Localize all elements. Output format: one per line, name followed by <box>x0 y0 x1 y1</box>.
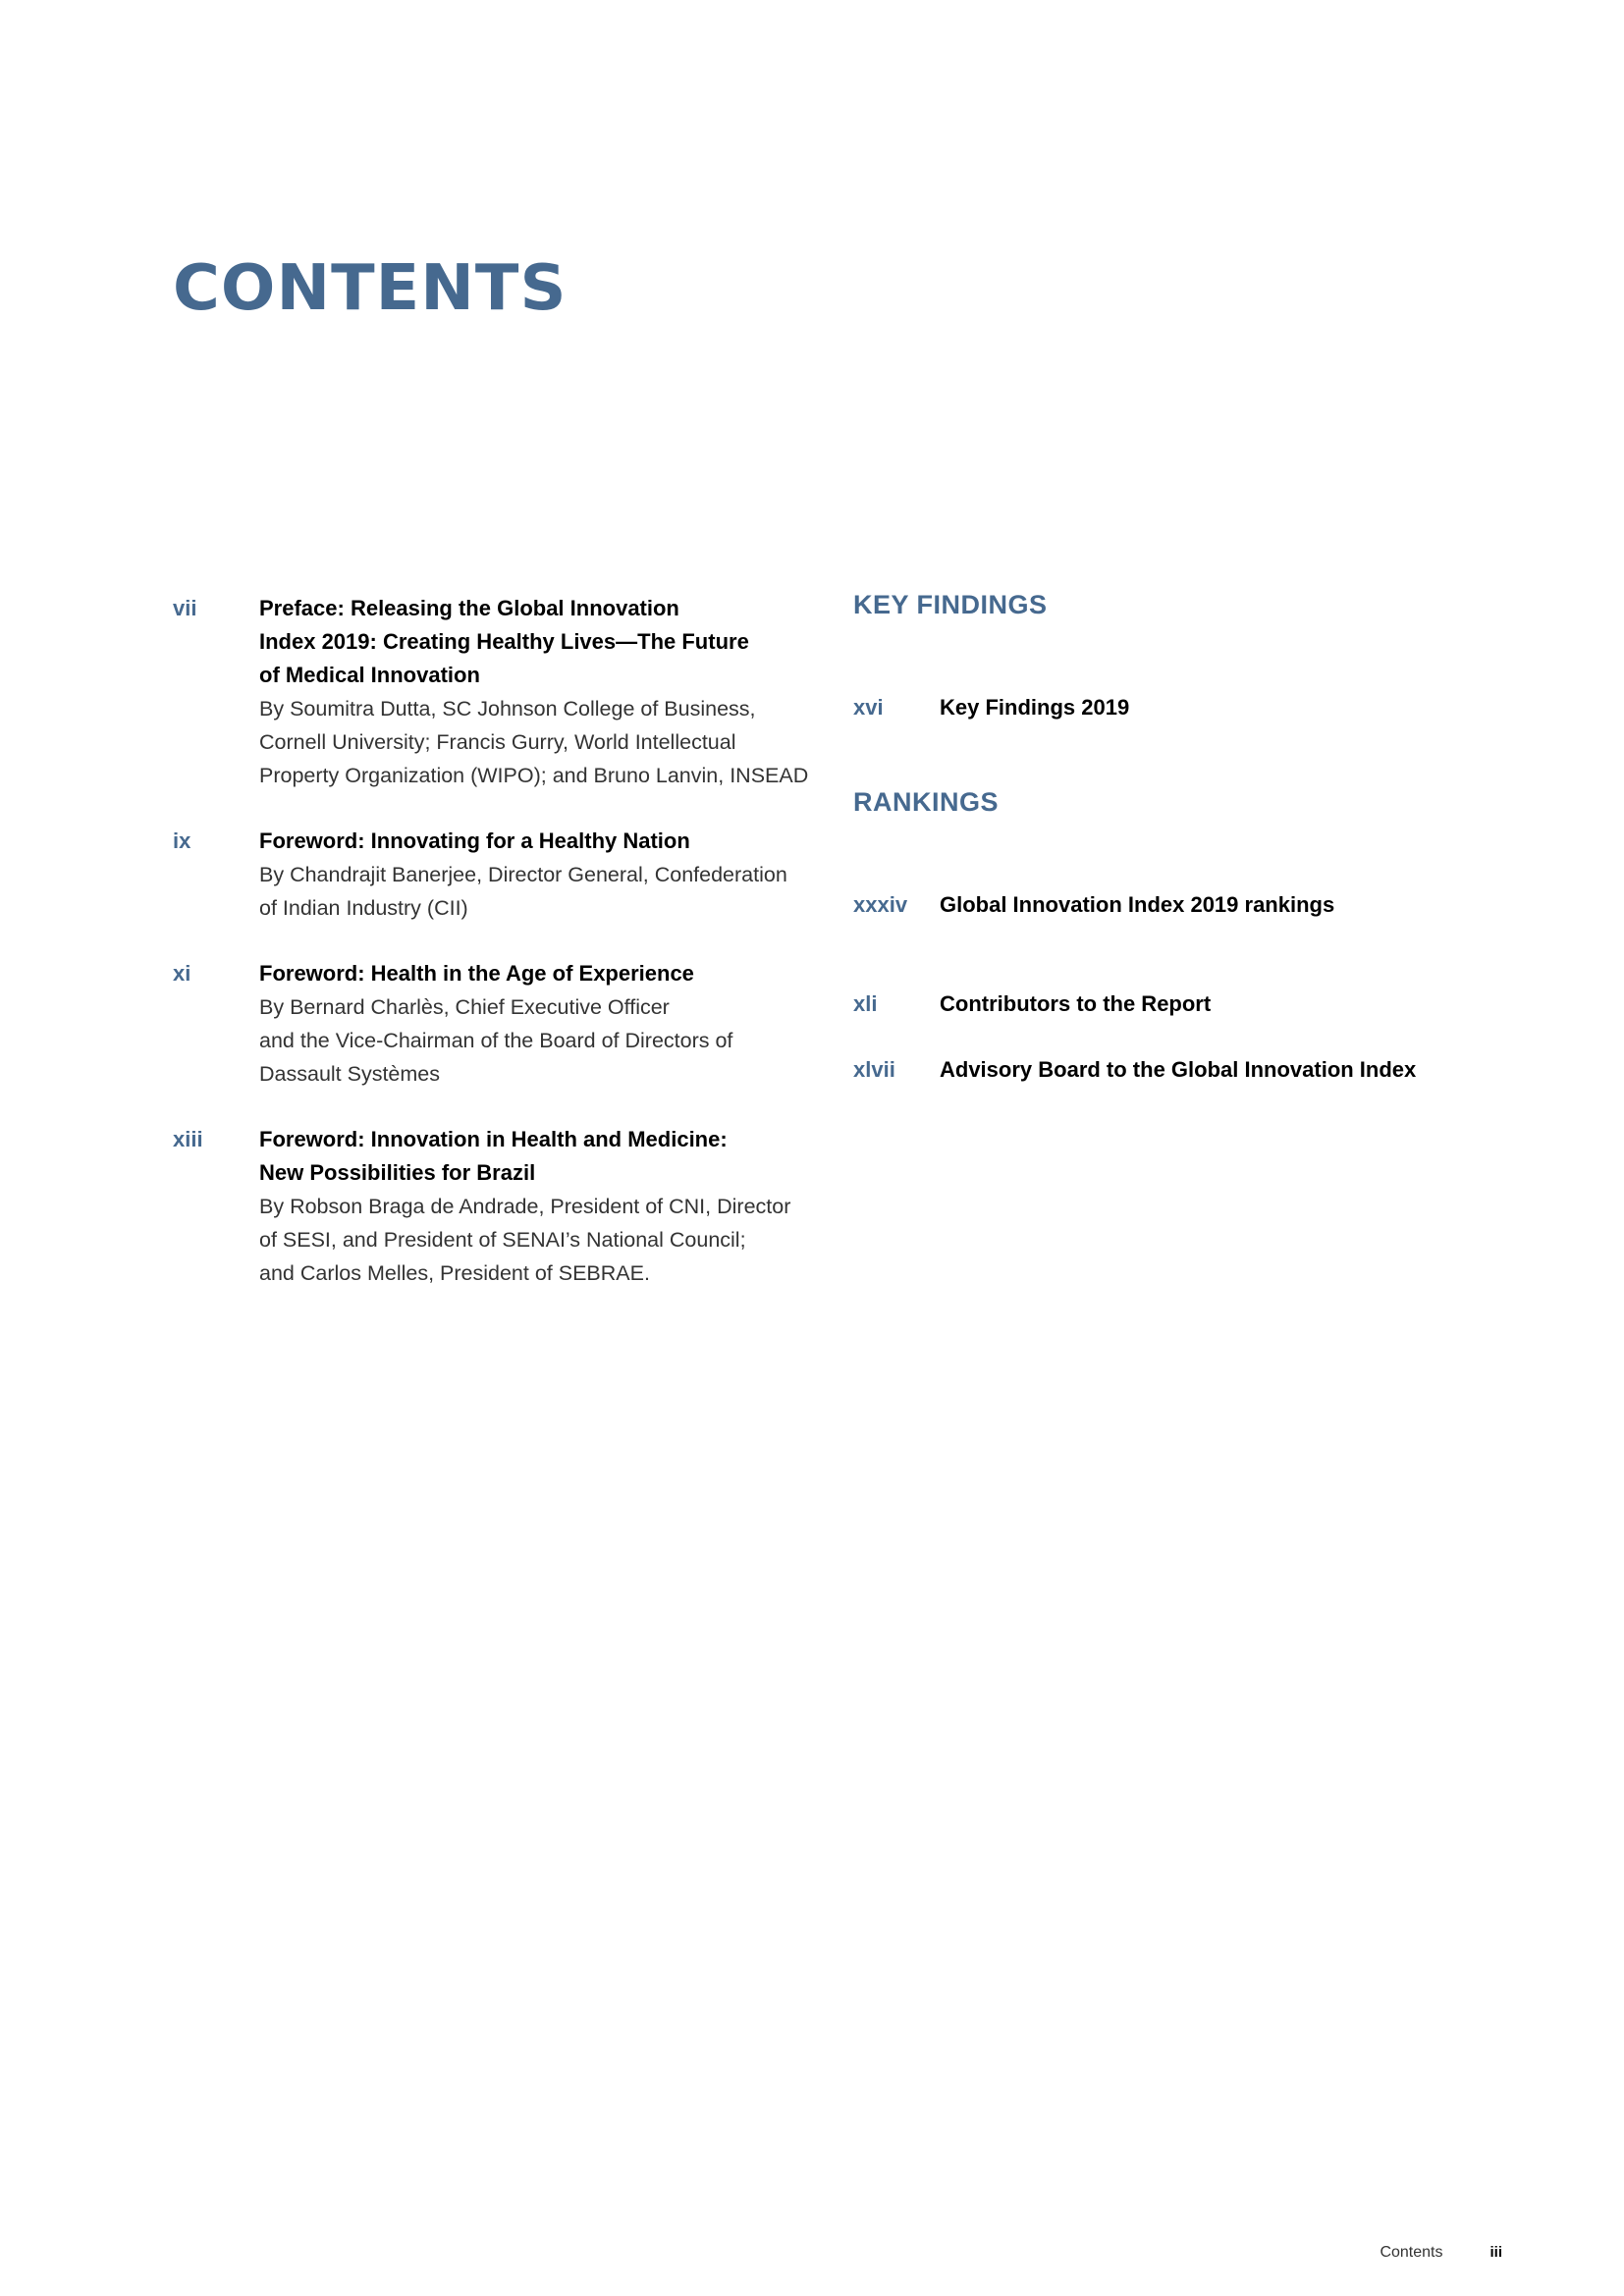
toc-page-number: xvi <box>853 695 884 720</box>
toc-entry-title: Foreword: Innovating for a Healthy Nation <box>259 828 690 853</box>
toc-entry-preface[interactable] <box>173 592 821 792</box>
toc-entry-title: Global Innovation Index 2019 rankings <box>940 892 1335 917</box>
toc-entry-title: of Medical Innovation <box>259 663 480 687</box>
toc-entry-byline: and Carlos Melles, President of SEBRAE. <box>259 1261 650 1285</box>
toc-entry-title: Foreword: Innovation in Health and Medicine: <box>259 1127 728 1151</box>
key-findings-heading: KEY FINDINGS <box>853 590 1048 619</box>
toc-entry-foreword-cii[interactable] <box>173 825 821 925</box>
toc-entry-rankings[interactable] <box>853 888 1541 922</box>
toc-entry-byline: By Chandrajit Banerjee, Director General, Confederation <box>259 863 787 886</box>
toc-page-number: ix <box>173 828 191 853</box>
toc-entry-byline: Property Organization (WIPO); and Bruno Lanvin, INSEAD <box>259 764 809 787</box>
contents-left-column <box>173 592 821 1290</box>
toc-entry-foreword-brazil[interactable] <box>173 1123 821 1290</box>
page-title: CONTENTS <box>173 252 568 325</box>
rankings-heading: RANKINGS <box>853 787 1000 817</box>
toc-entry-byline: Dassault Systèmes <box>259 1062 441 1086</box>
toc-entry-title: Advisory Board to the Global Innovation Index <box>940 1057 1417 1082</box>
toc-entry-body <box>259 1123 821 1290</box>
toc-entry-title: Key Findings 2019 <box>940 695 1130 720</box>
toc-entry-title: Foreword: Health in the Age of Experience <box>259 961 694 986</box>
footer-section-label: Contents <box>1380 2244 1443 2261</box>
toc-entry-advisory-board[interactable] <box>853 1053 1541 1087</box>
toc-entry-byline: of SESI, and President of SENAI’s National Council; <box>259 1228 746 1252</box>
toc-entry-byline: By Soumitra Dutta, SC Johnson College of Business, <box>259 697 756 721</box>
toc-page-number: vii <box>173 596 197 620</box>
toc-entry-byline: and the Vice-Chairman of the Board of Directors of <box>259 1029 733 1052</box>
toc-entry-byline: Cornell University; Francis Gurry, World Intellectual <box>259 730 736 754</box>
toc-entry-title: New Possibilities for Brazil <box>259 1160 536 1185</box>
toc-entry-foreword-dassault[interactable] <box>173 957 821 1091</box>
toc-entry-body <box>259 957 821 1091</box>
toc-entry-title: Preface: Releasing the Global Innovation <box>259 596 679 620</box>
toc-entry-key-findings[interactable] <box>853 691 1541 724</box>
toc-entry-body <box>259 592 821 792</box>
toc-page-number: xli <box>853 991 878 1016</box>
toc-entry-body <box>259 825 821 925</box>
footer-page-number: iii <box>1489 2244 1502 2261</box>
toc-entry-contributors[interactable] <box>853 988 1541 1021</box>
toc-page-number: xlvii <box>853 1057 895 1082</box>
toc-page-number: xxxiv <box>853 892 908 917</box>
toc-entry-byline: By Bernard Charlès, Chief Executive Officer <box>259 995 670 1019</box>
toc-page-number: xi <box>173 961 191 986</box>
toc-entry-byline: By Robson Braga de Andrade, President of CNI, Director <box>259 1195 791 1218</box>
toc-entry-title: Contributors to the Report <box>940 991 1212 1016</box>
page-footer <box>1380 2244 1502 2262</box>
toc-entry-title: Index 2019: Creating Healthy Lives—The Future <box>259 629 749 654</box>
toc-entry-byline: of Indian Industry (CII) <box>259 896 468 920</box>
toc-page-number: xiii <box>173 1127 203 1151</box>
